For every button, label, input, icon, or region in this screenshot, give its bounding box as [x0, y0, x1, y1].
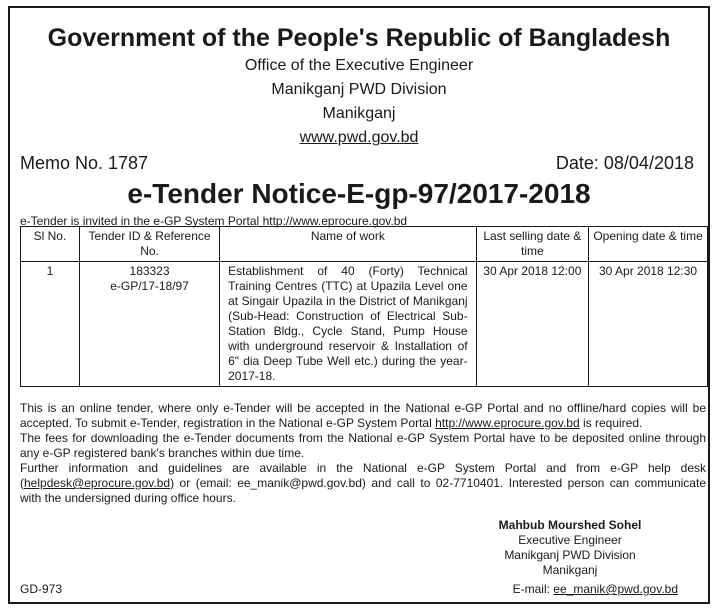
signatory-location: Manikganj: [542, 563, 598, 577]
signature-block: [470, 518, 670, 578]
cell-selling-date: 30 Apr 2018 12:00: [476, 262, 589, 387]
gd-number: GD-973: [20, 582, 63, 596]
signatory-email-link[interactable]: ee_manik@pwd.gov.bd: [553, 582, 678, 596]
tender-id: 183323: [129, 264, 170, 278]
paragraph-online-tender: [20, 401, 706, 431]
para1-eprocure-link[interactable]: http://www.eprocure.gov.bd: [435, 416, 580, 430]
memo-number: Memo No. 1787: [20, 153, 149, 173]
tender-notice: [8, 6, 710, 604]
tender-table: [20, 226, 708, 387]
cell-opening-date: 30 Apr 2018 12:30: [589, 262, 708, 387]
cell-tender-id: [79, 262, 219, 387]
eprocure-link[interactable]: http://www.eprocure.gov.bd: [262, 214, 408, 228]
table-row: [21, 262, 708, 387]
para3-text-a: Further information and guidelines are available in the National e-GP System Portal and from e-GP help desk (: [20, 461, 706, 490]
header-selling-date: Last selling date & time: [476, 227, 589, 262]
header-tender-id: Tender ID & Reference No.: [79, 227, 219, 262]
office-name: Office of the Executive Engineer: [244, 57, 474, 74]
table-header-row: [21, 227, 708, 262]
signatory-email-line: [513, 582, 678, 596]
header-work: Name of work: [220, 227, 476, 262]
paragraph-fees: The fees for downloading the e-Tender documents from the National e-GP System Portal have to be deposited online through any e-GP registered bank's branches within due time.: [20, 431, 706, 460]
notice-date: Date: 08/04/2018: [555, 153, 694, 173]
invite-text: e-Tender is invited in the e-GP System Portal: [20, 214, 263, 228]
cell-work: Establishment of 40 (Forty) Technical Training Centres (TTC) at Upazila Level one at Singair Upazila in the District of Manikganj (Sub-Head: Construction of Electrical Sub-Station Bldg., Cycle Stand, Pump House with underground reservoir & Installation of 6" dia Deep Tube Well etc.) during the year-2017-18.: [220, 262, 476, 387]
paragraph-further-info: [20, 461, 706, 506]
reference-no: e-GP/17-18/97: [110, 279, 189, 293]
header-sl: Sl No.: [21, 227, 80, 262]
government-title: Government of the People's Republic of Bangladesh: [47, 24, 671, 52]
signatory-division: Manikganj PWD Division: [504, 548, 636, 562]
header-opening-date: Opening date & time: [589, 227, 708, 262]
division-name: Manikganj PWD Division: [271, 81, 447, 98]
para3-text-b: ) or (email: ee_manik@pwd.gov.bd) and call to 02-7710401. Interested person can communicate with the undersigned during office hours.: [20, 476, 706, 505]
signatory-name: Mahbub Mourshed Sohel: [498, 518, 642, 532]
email-label: E-mail:: [512, 582, 554, 596]
cell-sl: 1: [21, 262, 80, 387]
website-link[interactable]: www.pwd.gov.bd: [299, 129, 419, 146]
notice-title: e-Tender Notice-E-gp-97/2017-2018: [127, 178, 591, 209]
para1-text-a: This is an online tender, where only e-Tender will be accepted in the National e-GP Portal and no offline/hard copies will be accepted. To submit e-Tender, registration in the National e-GP System Portal: [20, 401, 706, 430]
location-name: Manikganj: [322, 105, 396, 122]
signatory-designation: Executive Engineer: [518, 533, 622, 547]
helpdesk-email-link[interactable]: helpdesk@eprocure.gov.bd: [24, 476, 171, 490]
para1-text-b: is required.: [579, 416, 643, 430]
